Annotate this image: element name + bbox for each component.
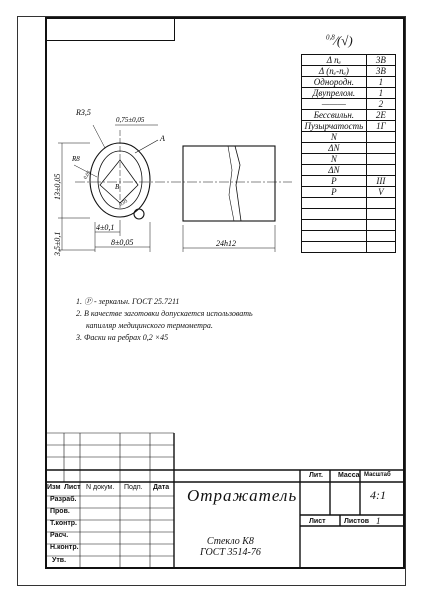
hdr-list: Лист	[64, 484, 81, 491]
dim-width: 8±0,05	[111, 238, 134, 247]
sheets-count: 1	[376, 516, 381, 526]
dim-offset: 3,5±0,1	[53, 231, 62, 256]
param-label: N	[302, 154, 367, 165]
dim-inner-n: 0,05	[83, 170, 93, 181]
param-value: 1	[366, 88, 395, 99]
role-nkontr: Н.контр.	[50, 544, 79, 551]
roughness-sup: 0,8	[326, 33, 335, 42]
hdr-sheets: Листов	[344, 518, 370, 525]
param-value: 2	[366, 99, 395, 110]
dim-mark-a: A	[160, 134, 165, 143]
roughness-sign: (√)	[336, 33, 353, 48]
param-value: 3B	[366, 66, 395, 77]
note-1: 1. Ⓟ - зеркальн. ГОСТ 25.7211	[76, 297, 180, 306]
hdr-izm: Изм	[47, 484, 61, 491]
dim-r-left: R8	[72, 155, 80, 163]
param-value: 3B	[366, 55, 395, 66]
hdr-data: Дата	[153, 484, 170, 491]
param-label: Δ nₑ	[302, 55, 367, 66]
part-name: Отражатель	[187, 486, 298, 505]
material-line-1: Стекло К8	[206, 536, 254, 547]
role-utv: Утв.	[52, 557, 67, 564]
role-tkontr: Т.контр.	[50, 520, 77, 527]
param-value: 2Е	[366, 110, 395, 121]
dim-height: 13±0,05	[53, 173, 62, 200]
material-line-2: ГОСТ 3514-76	[200, 547, 261, 558]
dim-length: 24h12	[216, 239, 236, 248]
roughness-check-icon: ∕	[334, 33, 337, 48]
dim-chamfer: 0,75±0,05	[116, 116, 145, 124]
param-label: Однородн.	[302, 77, 367, 88]
param-label: ΔN	[302, 165, 367, 176]
param-label: ΔN	[302, 143, 367, 154]
param-label: N	[302, 132, 367, 143]
param-value: 1Г	[366, 121, 395, 132]
hdr-scale: Масштаб	[364, 472, 391, 478]
param-label: Δ (nₑ-nₑ)	[302, 66, 367, 77]
hdr-lit: Лит.	[309, 472, 323, 479]
param-value: III	[366, 176, 395, 187]
hdr-mass: Масса	[338, 472, 360, 479]
dim-inner-b: B	[115, 183, 120, 191]
dim-half-w: 4±0,1	[96, 223, 115, 232]
note-2-cont: капилляр медицинского термометра.	[86, 321, 213, 330]
dim-inner-bot: 0,05	[118, 199, 129, 208]
param-label: ———	[302, 99, 367, 110]
note-2: 2. В качестве заготовки допускается использовать	[76, 309, 253, 318]
scale-value: 4:1	[370, 488, 386, 502]
param-value: 1	[366, 77, 395, 88]
param-label: P	[302, 187, 367, 198]
param-label: P	[302, 176, 367, 187]
hdr-podp: Подп.	[124, 484, 143, 491]
role-rasch: Расч.	[50, 532, 69, 539]
material	[200, 536, 261, 558]
dim-r-top: R3,5	[76, 108, 91, 117]
note-3: 3. Фаски на ребрах 0,2 ×45	[76, 333, 169, 342]
hdr-ndoc: N докум.	[86, 484, 115, 491]
role-prov: Пров.	[50, 508, 70, 515]
param-value: V	[366, 187, 395, 198]
hdr-sheet: Лист	[309, 518, 326, 525]
role-razrab: Разраб.	[50, 496, 77, 503]
param-label: Двупрелом.	[302, 88, 367, 99]
param-label: Бессвильн.	[302, 110, 367, 121]
param-label: Пузырчатость	[302, 121, 367, 132]
